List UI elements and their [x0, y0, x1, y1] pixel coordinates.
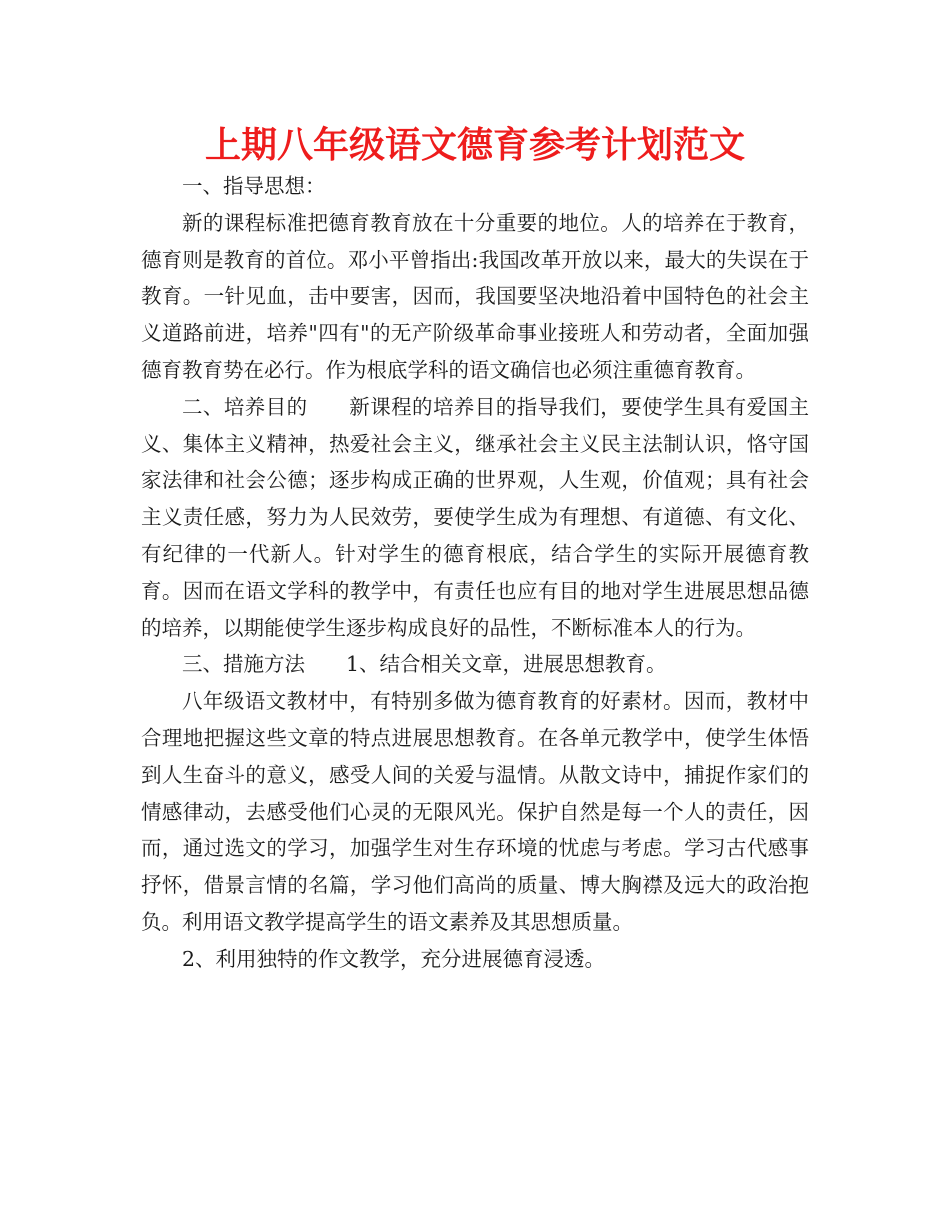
paragraph-curriculum-standard: 新的课程标准把德育教育放在十分重要的地位。人的培养在于教育，德育则是教育的首位。邓小平曾指出:我国改革开放以来，最大的失误在于教育。一针见血，击中要害，因而，我国要坚决地沿着中国特色的社会主义道路前进，培养"四有"的无产阶级革命事业接班人和劳动者，全面加强德育教育势在必行。作为根底学科的语文确信也必须注重德育教育。 [141, 210, 809, 382]
paragraph-composition-teaching: 2、利用独特的作文教学，充分进展德育浸透。 [182, 946, 606, 971]
document-title: 上期八年级语文德育参考计划范文 [204, 125, 745, 166]
paragraph-measures-methods: 三、措施方法 1、结合相关文章，进展思想教育。 [182, 652, 667, 677]
paragraph-textbook-materials: 八年级语文教材中，有特别多做为德育教育的好素材。因而，教材中合理地把握这些文章的特点进展思想教育。在各单元教学中，使学生体悟到人生奋斗的意义，感受人间的关爱与温情。从散文诗中，捕捉作家们的情感律动，去感受他们心灵的无限风光。保护自然是每一个人的责任，因而，通过选文的学习，加强学生对生存环境的忧虑与考虑。学习古代感事抒怀，借景言情的名篇，学习他们高尚的质量、博大胸襟及远大的政治抱负。利用语文教学提高学生的语文素养及其思想质量。 [141, 689, 809, 934]
paragraph-heading-guiding-thought: 一、指导思想： [182, 174, 326, 198]
paragraph-training-goals: 二、培养目的 新课程的培养目的指导我们，要使学生具有爱国主义、集体主义精神，热爱社会主义，继承社会主义民主法制认识，恪守国家法律和社会公德；逐步构成正确的世界观，人生观，价值观；具有社会主义责任感，努力为人民效劳，要使学生成为有理想、有道德、有文化、有纪律的一代新人。针对学生的德育根底，结合学生的实际开展德育教育。因而在语文学科的教学中，有责任也应有目的地对学生进展思想品德的培养，以期能使学生逐步构成良好的品性，不断标准本人的行为。 [141, 394, 809, 640]
document-body [141, 168, 809, 978]
